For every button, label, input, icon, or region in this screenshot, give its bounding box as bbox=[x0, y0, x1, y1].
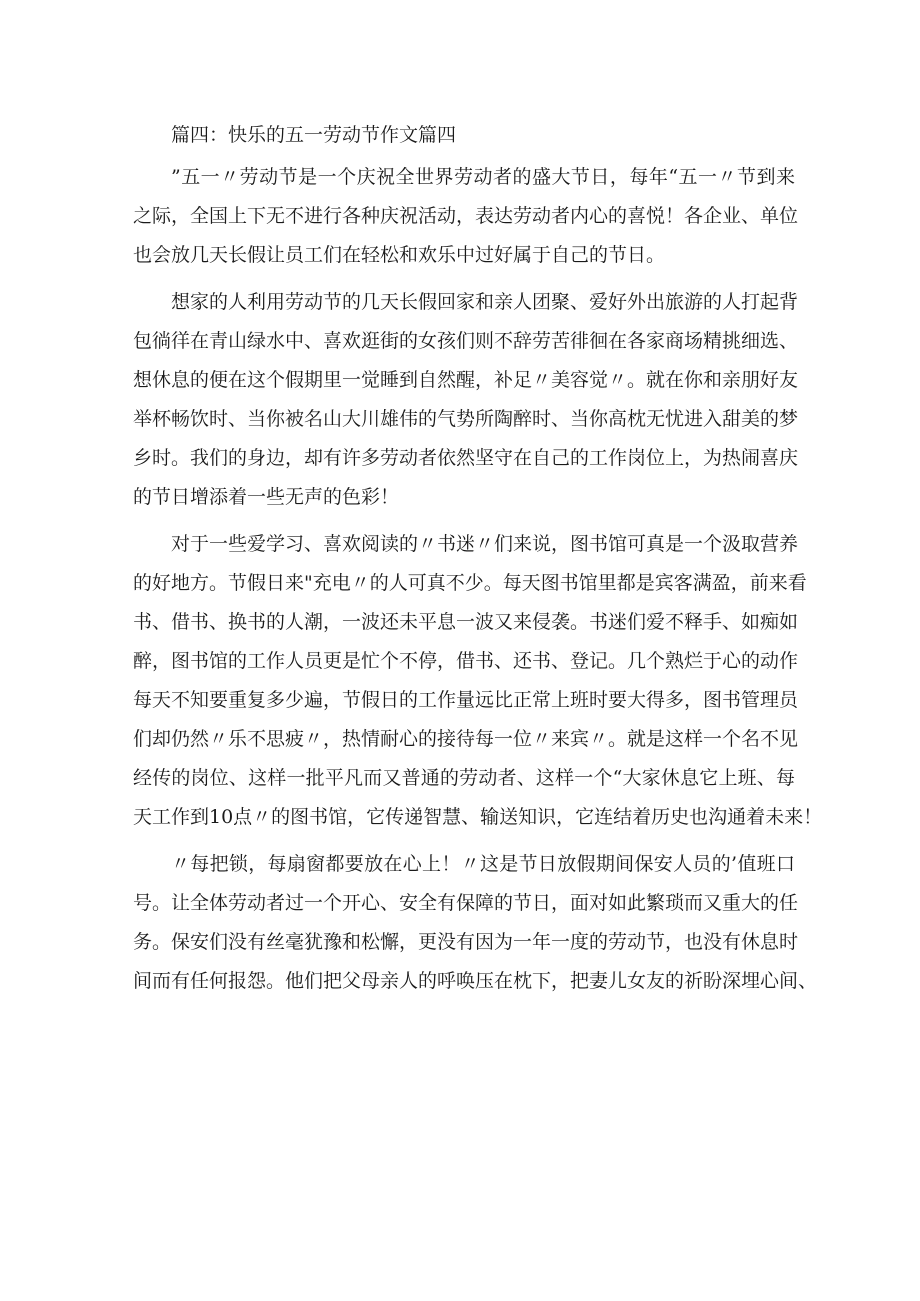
document-page bbox=[133, 118, 823, 1009]
paragraph-line: 醉，图书馆的工作人员更是忙个不停，借书、还书、登记。几个熟烂于心的动作 bbox=[133, 650, 799, 672]
section-heading: 篇四：快乐的五一劳动节作文篇四 bbox=[171, 124, 457, 146]
paragraph-line: 包徜徉在青山绿水中、喜欢逛街的女孩们则不辞劳苦徘徊在各家商场精挑细选、 bbox=[133, 330, 799, 352]
paragraph-line: 想家的人利用劳动节的几天长假回家和亲人团聚、爱好外出旅游的人打起背 bbox=[171, 291, 799, 313]
paragraph-line: 书、借书、换书的人潮，一波还未平息一波又来侵袭。书迷们爱不释手、如痴如 bbox=[133, 611, 799, 633]
paragraph-line: 每天不知要重复多少遍，节假日的工作量远比正常上班时要大得多，图书管理员 bbox=[133, 689, 799, 711]
paragraph-line: ”五一〃劳动节是一个庆祝全世界劳动者的盛大节日，每年“五一〃节到来 bbox=[171, 166, 795, 188]
paragraph-1 bbox=[133, 158, 799, 275]
paragraph-line: 天工作到10点〃的图书馆，它传递智慧、输送知识，它连结着历史也沟通着未来！ bbox=[133, 806, 823, 828]
paragraph-line: 乡时。我们的身边，却有许多劳动者依然坚守在自己的工作岗位上，为热闹喜庆 bbox=[133, 447, 799, 469]
paragraph-line: 〃每把锁，每扇窗都要放在心上！〃这是节日放假期间保安人员的’值班口 bbox=[171, 853, 795, 875]
paragraph-line: 经传的岗位、这样一批平凡而又普通的劳动者、这样一个“大家休息它上班、每 bbox=[133, 767, 795, 789]
paragraph-line: 也会放几天长假让员工们在轻松和欢乐中过好属于自己的节日。 bbox=[133, 244, 666, 266]
paragraph-line: 之际，全国上下无不进行各种庆祝活动，表达劳动者内心的喜悦！各企业、单位 bbox=[133, 205, 799, 227]
paragraph-line: 务。保安们没有丝毫犹豫和松懈，更没有因为一年一度的劳动节，也没有休息时 bbox=[133, 931, 799, 953]
paragraph-line: 举杯畅饮时、当你被名山大川雄伟的气势所陶醉时、当你高枕无忧进入甜美的梦 bbox=[133, 408, 799, 430]
paragraph-line: 对于一些爱学习、喜欢阅读的〃书迷〃们来说，图书馆可真是一个汲取营养 bbox=[171, 533, 799, 555]
paragraph-line: 号。让全体劳动者过一个开心、安全有保障的节日，面对如此繁琐而又重大的任 bbox=[133, 892, 799, 914]
paragraph-line: 想休息的便在这个假期里一觉睡到自然醒，补足〃美容觉〃。就在你和亲朋好友 bbox=[133, 369, 799, 391]
paragraph-3 bbox=[133, 525, 823, 837]
paragraph-line: 的节日增添着一些无声的色彩！ bbox=[133, 486, 400, 508]
paragraph-4 bbox=[133, 845, 818, 1001]
paragraph-line: 间而有任何报怨。他们把父母亲人的呼唤压在枕下，把妻儿女友的祈盼深埋心间、 bbox=[133, 970, 818, 992]
paragraph-2 bbox=[133, 283, 799, 517]
paragraph-line: 们却仍然〃乐不思疲〃，热情耐心的接待每一位〃来宾〃。就是这样一个名不见 bbox=[133, 728, 799, 750]
paragraph-line: 的好地方。节假日来"充电〃的人可真不少。每天图书馆里都是宾客满盈，前来看 bbox=[133, 572, 807, 594]
